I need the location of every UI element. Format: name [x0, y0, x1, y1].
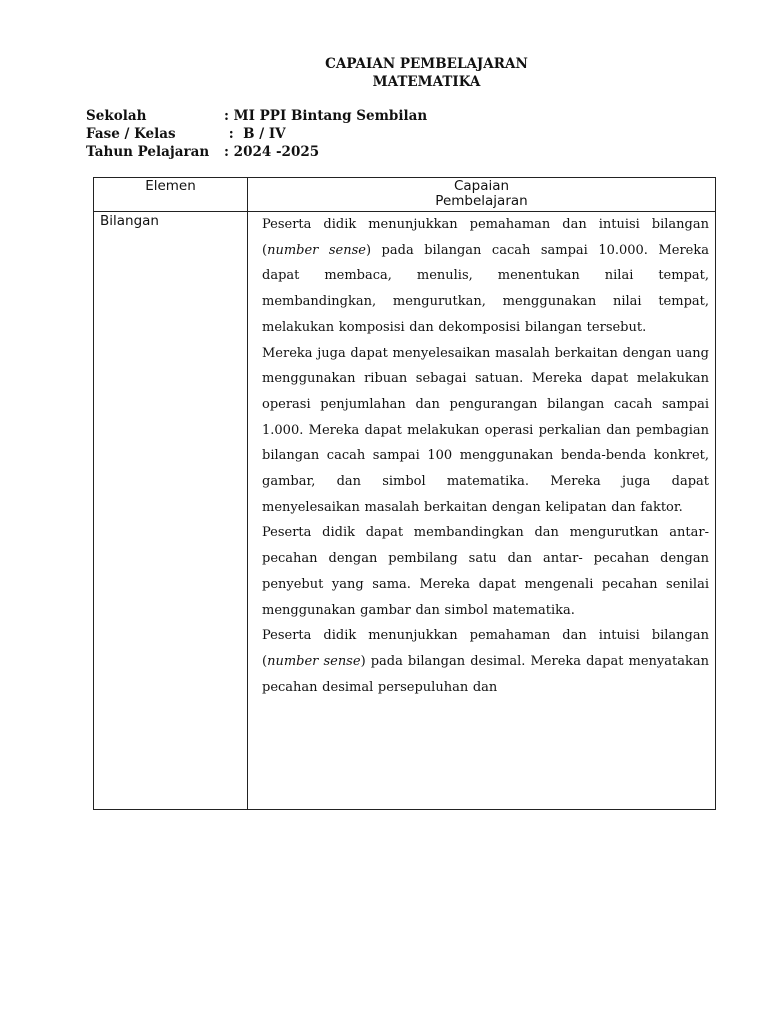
- document-title: CAPAIAN PEMBELAJARAN: [325, 56, 528, 72]
- capaian-cell: [248, 212, 716, 810]
- paragraph-emphasis: number sense: [267, 653, 361, 669]
- paragraph-text: ) pada bilangan desimal. Mereka dapat menyatakan pecahan desimal persepuluhan dan: [262, 653, 709, 695]
- meta-value: : MI PPI Bintang Sembilan: [224, 108, 428, 124]
- meta-value: : B / IV: [224, 126, 286, 142]
- meta-value: : 2024 -2025: [224, 144, 320, 160]
- meta-row-tahun-pelajaran: [86, 143, 319, 162]
- capaian-paragraph: Mereka juga dapat menyelesaikan masalah berkaitan dengan uang menggunakan ribuan sebagai satuan. Mereka dapat melakukan operasi penjumlahan dan pengurangan bilangan cacah sampai 1.000. Mereka dapat melakukan operasi perkalian dan pembagian bilangan cacah sampai 100 menggunakan benda-benda konkret, gambar, dan simbol matematika. Mereka juga dapat menyelesaikan masalah berkaitan dengan kelipatan dan faktor.: [262, 345, 709, 515]
- header-capaian-line2: Pembelajaran: [435, 193, 528, 209]
- header-capaian-line1: Capaian: [453, 178, 510, 194]
- capaian-table: [93, 177, 716, 810]
- meta-row-fase-kelas: [86, 125, 286, 144]
- meta-label: Tahun Pelajaran: [86, 144, 210, 160]
- table-row: [94, 212, 716, 810]
- header-elemen: Elemen: [94, 178, 248, 212]
- meta-row-sekolah: [86, 107, 427, 126]
- paragraph-text: Peserta didik menunjukkan pemahaman dan intuisi bilangan (: [262, 217, 709, 258]
- element-cell: Bilangan: [94, 212, 248, 810]
- capaian-paragraph: [262, 623, 709, 700]
- paragraph-text: ) pada bilangan cacah sampai 10.000. Mereka dapat membaca, menulis, menentukan nilai tempat, membandingkan, mengurutkan, menggunakan nilai tempat, melakukan komposisi dan dekomposisi bilangan tersebut.: [262, 242, 709, 335]
- paragraph-emphasis: number sense: [267, 242, 366, 258]
- paragraph-text: Peserta didik menunjukkan pemahaman dan intuisi bilangan (: [262, 628, 709, 669]
- meta-label: Fase / Kelas: [86, 126, 176, 142]
- meta-label: Sekolah: [86, 108, 147, 124]
- capaian-paragraph: Peserta didik dapat membandingkan dan mengurutkan antar-pecahan dengan pembilang satu dan antar- pecahan dengan penyebut yang sama. Mereka dapat mengenali pecahan senilai menggunakan gambar dan simbol matematika.: [262, 525, 709, 618]
- document-subtitle: MATEMATIKA: [372, 74, 481, 90]
- capaian-paragraph: [262, 212, 709, 341]
- table-header-row: [94, 178, 716, 212]
- header-capaian: [248, 178, 716, 212]
